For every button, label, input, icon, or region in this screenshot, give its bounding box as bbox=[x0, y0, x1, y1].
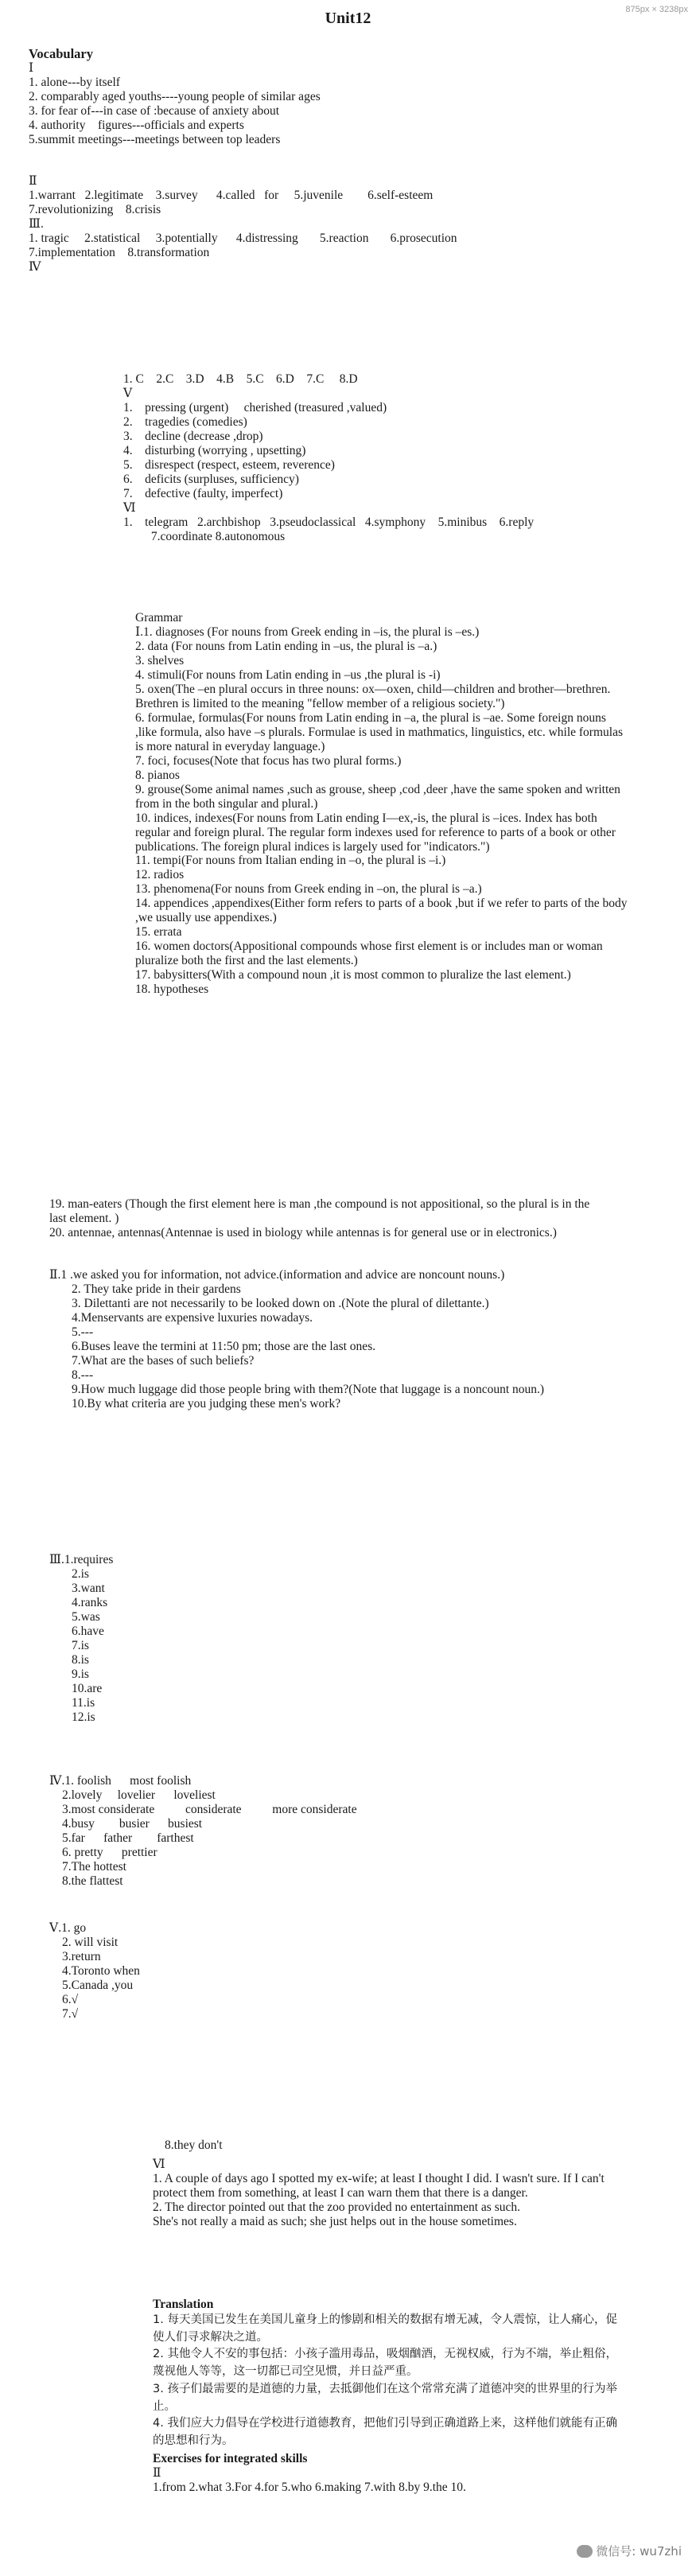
grammar-section bbox=[135, 611, 628, 997]
vocab-section bbox=[29, 46, 457, 274]
grammar-s5-item: 3.return bbox=[62, 1949, 101, 1963]
grammar-s4-item: Ⅳ.1. foolish most foolish bbox=[49, 1774, 192, 1788]
grammar-s4-item: 5.far father farthest bbox=[62, 1831, 194, 1845]
grammar-s2-item: 8.--- bbox=[72, 1368, 94, 1382]
grammar-s3-head: Ⅲ.1.requires bbox=[49, 1553, 114, 1566]
grammar-item: 3. shelves bbox=[135, 653, 185, 667]
grammar-item: 13. phenomena(For nouns from Greek ending in –on, the plural is –a.) bbox=[135, 882, 482, 897]
grammar-item: Ⅰ.1. diagnoses (For nouns from Greek ending in –is, the plural is –es.) bbox=[135, 625, 480, 639]
grammar-item: 17. babysitters(With a compound noun ,it is most common to pluralize the last element.) bbox=[135, 968, 571, 983]
grammar-s2-item: 3. Dilettanti are not necessarily to be looked down on .(Note the plural of dilettante.) bbox=[72, 1296, 489, 1310]
grammar-s4-item: 3.most considerate considerate more considerate bbox=[62, 1802, 357, 1816]
grammar-s5-item: 2. will visit bbox=[62, 1935, 119, 1949]
grammar-s3-item: 11.is bbox=[72, 1695, 95, 1710]
grammar-s3-item: 4.ranks bbox=[72, 1595, 108, 1609]
vocab-s6-num: Ⅵ bbox=[123, 500, 136, 515]
vocab-s5-line: 3. decline (decrease ,drop) bbox=[123, 429, 263, 443]
grammar-item: 15. errata bbox=[135, 925, 182, 940]
grammar-s6-item: 1. A couple of days ago I spotted my ex-wife; at least I thought I did. I wasn't sure. If I can't protect them from something, at least I can warn them that there is a danger. bbox=[153, 2171, 605, 2200]
grammar-s2-item: 10.By what criteria are you judging these men's work? bbox=[72, 1396, 341, 1411]
vocab-s4-answers-block bbox=[123, 372, 534, 544]
grammar-s5-item: Ⅴ.1. go bbox=[49, 1921, 87, 1935]
grammar-s6-item: 2. The director pointed out that the zoo provided no entertainment as such. bbox=[153, 2200, 521, 2214]
grammar-item: 4. stimuli(For nouns from Latin ending in –us ,the plural is -i) bbox=[135, 667, 441, 682]
grammar-item: 19. man-eaters (Though the first element here is man ,the compound is not appositional, so the plural is in the last element. ) bbox=[49, 1197, 590, 1225]
grammar-s2-item: 5.--- bbox=[72, 1325, 94, 1339]
vocab-s3-line: 7.implementation 8.transformation bbox=[29, 245, 210, 259]
grammar-item: 8. pianos bbox=[135, 768, 180, 782]
grammar-s5-item-8 bbox=[165, 2138, 223, 2153]
grammar-s3-item: 6.have bbox=[72, 1624, 104, 1638]
grammar-s2-item: Ⅱ.1 .we asked you for information, not advice.(information and advice are noncount nouns.) bbox=[49, 1268, 505, 1282]
grammar-s4-item: 7.The hottest bbox=[62, 1859, 126, 1874]
image-size-label: 875px × 3238px bbox=[625, 5, 688, 14]
grammar-item: 5. oxen(The –en plural occurs in three nouns: ox—oxen, child—children and brother—brethren. Brethren is limited to the meaning "fellow member of a religious society.") bbox=[135, 682, 611, 710]
grammar-item: 6. formulae, formulas(For nouns from Latin ending in –a, the plural is –ae. Some foreign nouns ,like formula, also have –s plurals. Formulae is used in mathmatics, linguistics, etc. while formulas is more natural in everyday language.) bbox=[135, 710, 623, 753]
grammar-item: 11. tempi(For nouns from Italian ending in –o, the plural is –i.) bbox=[135, 854, 446, 868]
translation-section bbox=[153, 2298, 622, 2495]
grammar-s3-item: 12.is bbox=[72, 1710, 95, 1724]
translation-item: 2. 其他令人不安的事包括：小孩子滥用毒品，吸烟酗酒，无视权威，行为不端，举止粗俗，蔑视他人等等，这一切都已司空见惯，并日益严重。 bbox=[153, 2348, 617, 2379]
exercises-num: Ⅱ bbox=[153, 2465, 161, 2480]
grammar-s3-item: 3.want bbox=[72, 1581, 105, 1595]
grammar-s3-item: 9.is bbox=[72, 1667, 89, 1681]
vocab-s5-num: Ⅴ bbox=[123, 386, 133, 400]
wechat-icon bbox=[577, 2545, 593, 2558]
wechat-watermark bbox=[577, 2545, 682, 2558]
grammar-s4-item: 8.the flattest bbox=[62, 1874, 123, 1888]
grammar-s4-item: 6. pretty prettier bbox=[62, 1845, 157, 1859]
vocab-s3-num: Ⅲ. bbox=[29, 216, 44, 231]
vocab-s1-line: 2. comparably aged youths----young people of similar ages bbox=[29, 90, 321, 104]
grammar-s2 bbox=[49, 1268, 598, 1411]
grammar-s3-item: 7.is bbox=[72, 1638, 89, 1652]
grammar-s6-num: Ⅵ bbox=[153, 2158, 165, 2171]
grammar-s2-item: 4.Menservants are expensive luxuries nowadays. bbox=[72, 1310, 313, 1325]
vocab-s5-line: 1. pressing (urgent) cherished (treasured ,valued) bbox=[123, 400, 387, 414]
grammar-s3-item: 8.is bbox=[72, 1652, 89, 1667]
grammar-item: 10. indices, indexes(For nouns from Latin ending I—ex,-is, the plural is –ices. Index has both regular and foreign plural. The regular form indexes used for reference to parts of a book or other publications. The foreign plural indices is largely used for "indicators.") bbox=[135, 811, 616, 854]
translation-item: 4. 我们应大力倡导在学校进行道德教育，把他们引导到正确道路上来，这样他们就能有正确的思想和行为。 bbox=[153, 2417, 617, 2448]
grammar-s5-item: 8.they don't bbox=[165, 2138, 223, 2152]
vocab-s5-line: 6. deficits (surpluses, sufficiency) bbox=[123, 472, 299, 486]
vocab-s5-line: 5. disrespect (respect, esteem, reverence) bbox=[123, 457, 335, 472]
exercises-answers: 1.from 2.what 3.For 4.for 5.who 6.making 7.with 8.by 9.the 10. bbox=[153, 2480, 466, 2494]
vocab-s5-line: 4. disturbing (worrying , upsetting) bbox=[123, 443, 306, 457]
grammar-item: 12. radios bbox=[135, 868, 185, 882]
vocab-s2-num: Ⅱ bbox=[29, 173, 37, 188]
grammar-s5-item: 4.Toronto when bbox=[62, 1963, 140, 1978]
vocab-s4-num: Ⅳ bbox=[29, 259, 41, 274]
grammar-item: 2. data (For nouns from Latin ending in –us, the plural is –a.) bbox=[135, 639, 437, 653]
grammar-s5-item: 5.Canada ,you bbox=[62, 1978, 134, 1992]
vocab-s2-line: 1.warrant 2.legitimate 3.survey 4.called for 5.juvenile 6.self-esteem bbox=[29, 188, 434, 202]
page-title: Unit12 bbox=[325, 10, 371, 27]
grammar-s3-item: 5.was bbox=[72, 1609, 100, 1624]
grammar-s4 bbox=[49, 1774, 357, 1889]
grammar-s3 bbox=[49, 1553, 113, 1725]
grammar-s4-item: 2.lovely lovelier loveliest bbox=[62, 1788, 216, 1802]
grammar-s5-item: 6.√ bbox=[62, 1992, 79, 2006]
grammar-s2-item: 2. They take pride in their gardens bbox=[72, 1282, 241, 1296]
grammar-item: 9. grouse(Some animal names ,such as grouse, sheep ,cod ,deer ,have the same spoken and written from in the both singular and plural.) bbox=[135, 782, 620, 811]
grammar-heading: Grammar bbox=[135, 611, 183, 625]
vocab-s1-line: 5.summit meetings---meetings between top leaders bbox=[29, 132, 281, 146]
grammar-s2-item: 7.What are the bases of such beliefs? bbox=[72, 1353, 255, 1368]
grammar-s3-item: 10.are bbox=[72, 1681, 103, 1695]
vocab-s4-answers: 1. C 2.C 3.D 4.B 5.C 6.D 7.C 8.D bbox=[123, 372, 358, 386]
grammar-items-19-20 bbox=[49, 1197, 598, 1240]
vocab-s6-line: 7.coordinate 8.autonomous bbox=[123, 529, 286, 543]
vocab-s1-line: 3. for fear of---in case of :because of anxiety about bbox=[29, 104, 280, 119]
grammar-s2-item: 6.Buses leave the termini at 11:50 pm; those are the last ones. bbox=[72, 1339, 376, 1353]
grammar-item: 14. appendices ,appendixes(Either form refers to parts of a book ,but if we refer to parts of the body ,we usually use appendixes.) bbox=[135, 897, 628, 925]
grammar-item: 16. women doctors(Appositional compounds whose first element is or includes man or woman pluralize both the first and the last elements.) bbox=[135, 940, 603, 968]
vocab-s5-line: 2. tragedies (comedies) bbox=[123, 414, 247, 429]
vocab-s1-num: Ⅰ bbox=[29, 61, 34, 76]
vocab-s1-line: 1. alone---by itself bbox=[29, 76, 120, 90]
vocab-s2-line: 7.revolutionizing 8.crisis bbox=[29, 202, 161, 216]
vocab-s5-line: 7. defective (faulty, imperfect) bbox=[123, 486, 283, 500]
vocab-s6-line: 1. telegram 2.archbishop 3.pseudoclassical 4.symphony 5.minibus 6.reply bbox=[123, 515, 535, 529]
translation-item: 1. 每天美国已发生在美国儿童身上的惨剧和相关的数据有增无减，令人震惊，让人痛心，促使人们寻求解决之道。 bbox=[153, 2313, 617, 2344]
vocab-s3-line: 1. tragic 2.statistical 3.potentially 4.distressing 5.reaction 6.prosecution bbox=[29, 231, 457, 245]
watermark-label: 微信号: wu7zhi bbox=[596, 2543, 682, 2558]
vocab-s1-line: 4. authority figures---officials and experts bbox=[29, 119, 244, 132]
grammar-item: 7. foci, focuses(Note that focus has two plural forms.) bbox=[135, 753, 402, 768]
grammar-s4-item: 4.busy busier busiest bbox=[62, 1816, 203, 1831]
grammar-item: 20. antennae, antennas(Antennae is used in biology while antennas is for general use or in electronics.) bbox=[49, 1225, 557, 1239]
grammar-s5 bbox=[49, 1921, 140, 2021]
grammar-s3-item: 2.is bbox=[72, 1566, 89, 1581]
translation-heading: Translation bbox=[153, 2298, 214, 2311]
exercises-heading: Exercises for integrated skills bbox=[153, 2451, 308, 2465]
vocab-heading: Vocabulary bbox=[29, 46, 93, 61]
grammar-s6 bbox=[153, 2158, 622, 2229]
grammar-item: 18. hypotheses bbox=[135, 983, 209, 997]
translation-item: 3. 孩子们最需要的是道德的力量，去抵御他们在这个常常充满了道德冲突的世界里的行为举止。 bbox=[153, 2382, 617, 2413]
grammar-s6-extra: She's not really a maid as such; she just helps out in the house sometimes. bbox=[153, 2214, 517, 2228]
grammar-s2-item: 9.How much luggage did those people bring with them?(Note that luggage is a noncount noun.) bbox=[72, 1382, 545, 1396]
grammar-s5-item: 7.√ bbox=[62, 2006, 79, 2021]
